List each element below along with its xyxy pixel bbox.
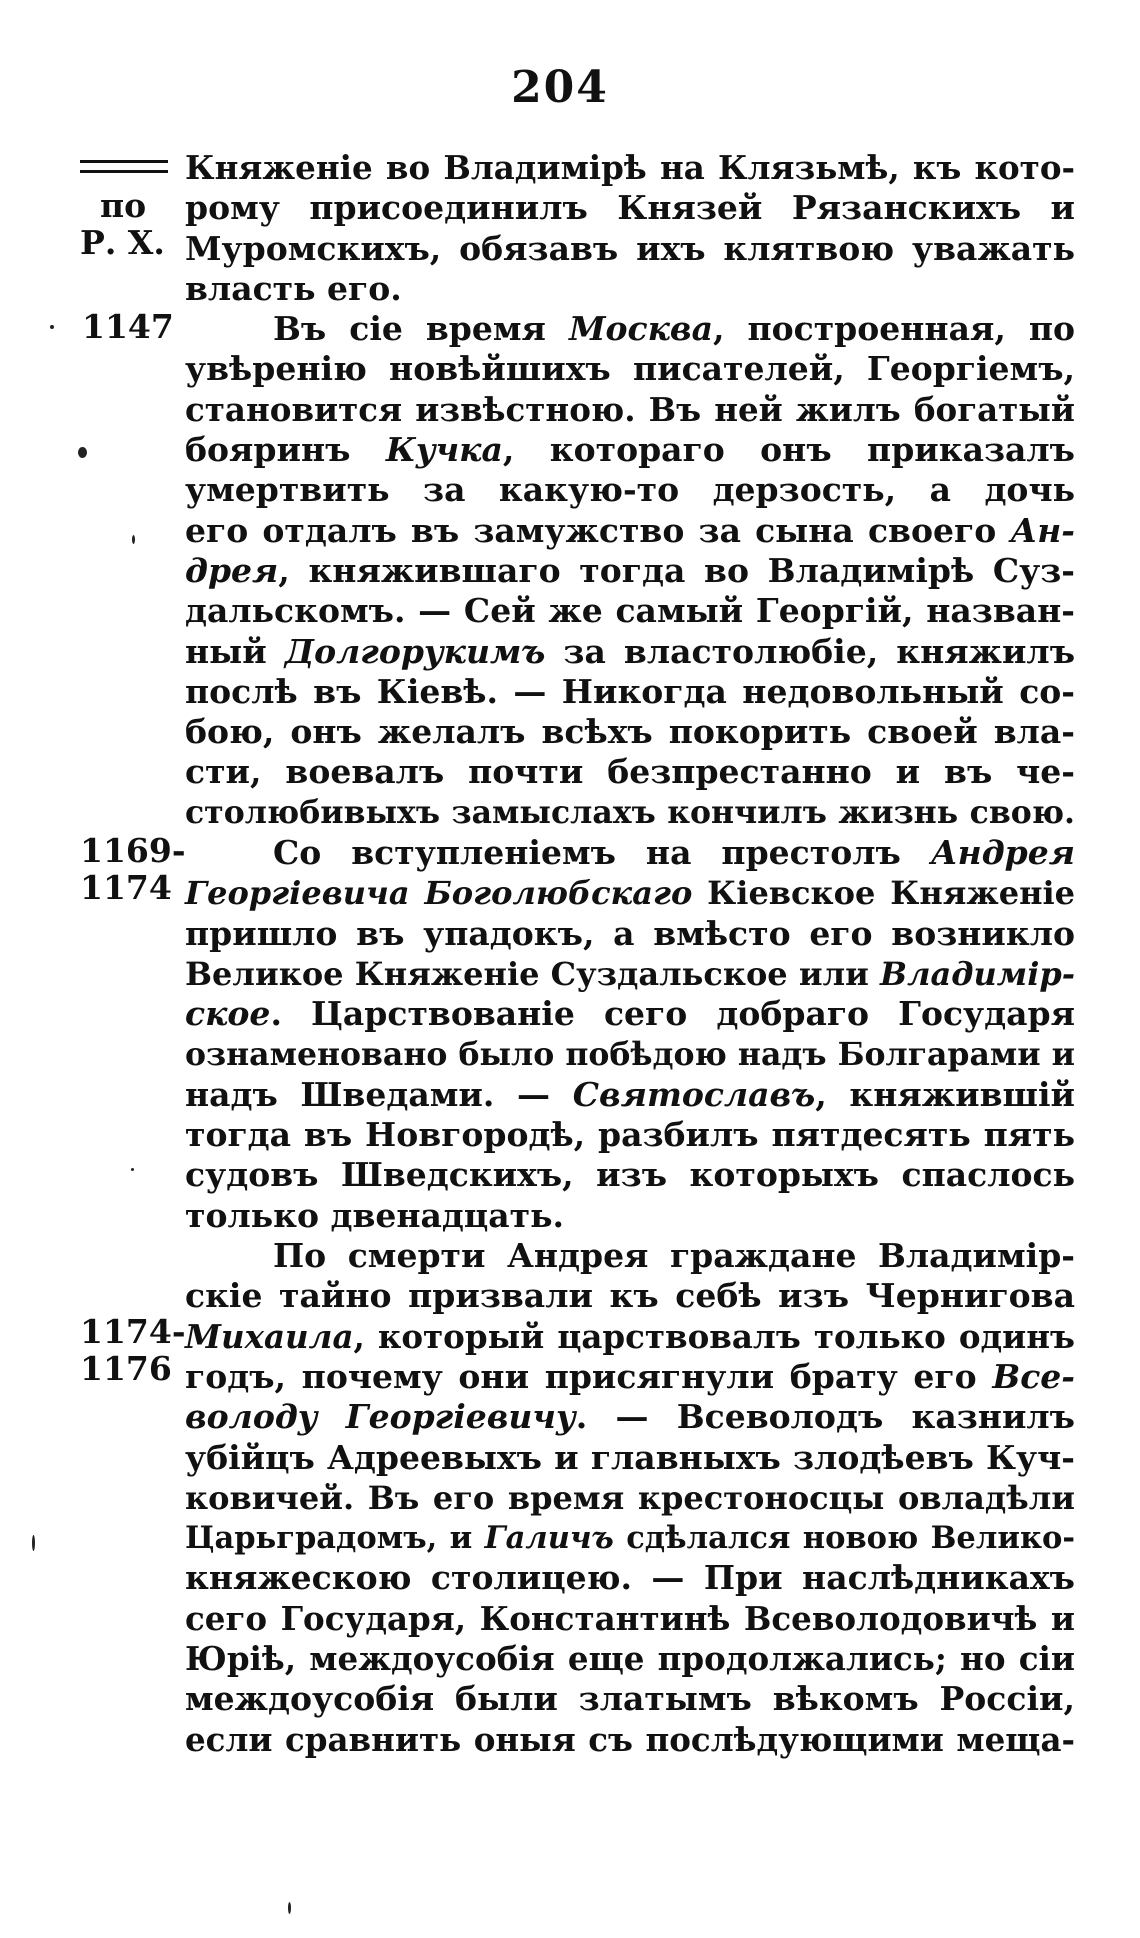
text-line: если сравнить оныя съ послѣдующими меща- bbox=[185, 1719, 1075, 1759]
emphasis-name: дрея bbox=[185, 550, 279, 590]
margin-note-year-1169-1174 bbox=[80, 832, 186, 906]
emphasis-name: володу Георгіевичу bbox=[185, 1397, 576, 1437]
text-line: столюбивыхъ замыслахъ кончилъ жизнь свою. bbox=[185, 793, 1075, 831]
text-line: сти, воевалъ почти безпрестанно и въ че- bbox=[185, 752, 1075, 792]
emphasis-name: Галичъ bbox=[484, 1520, 614, 1557]
text-line: ковичей. Въ его время крестоносцы овладѣли bbox=[185, 1478, 1075, 1517]
emphasis-name: ское bbox=[185, 994, 271, 1034]
margin-note-line: Р. Х. bbox=[80, 223, 165, 262]
margin-note-line: 1169- bbox=[80, 831, 186, 870]
ink-speck bbox=[132, 535, 135, 544]
text-line: Княженіе во Владимірѣ на Клязьмѣ, къ кото- bbox=[185, 148, 1075, 187]
text-line: Муромскихъ, обязавъ ихъ клятвою уважать bbox=[185, 228, 1075, 268]
text-line: Георгіевича Боголюбскаго Кіевское Княженіе bbox=[185, 874, 1076, 913]
emphasis-name: Андрея bbox=[930, 833, 1075, 873]
margin-note-line: по bbox=[100, 186, 147, 225]
text-line: Михаила, который царствовалъ только одинъ bbox=[185, 1316, 1075, 1356]
text-line: надъ Шведами. — Святославъ, княжившій bbox=[185, 1074, 1075, 1114]
page-number: 204 bbox=[511, 62, 609, 113]
text-line: Юріѣ, междоусобія еще продолжались; но сіи bbox=[185, 1638, 1075, 1678]
text-line: рому присоединилъ Князей Рязанскихъ и bbox=[185, 188, 1075, 228]
margin-note-line: 1147 bbox=[82, 307, 174, 346]
emphasis-name: Кучка bbox=[385, 430, 503, 470]
text-line: Великое Княженіе Суздальское или Владимір- bbox=[185, 954, 1075, 993]
emphasis-name: Ан- bbox=[1010, 510, 1075, 550]
margin-note-line: 1174- bbox=[80, 1312, 186, 1351]
text-line: ское. Царствованіе сего добраго Государя bbox=[185, 994, 1075, 1034]
double-rule-mark bbox=[80, 160, 168, 173]
text-line: междоусобія были златымъ вѣкомъ Россіи, bbox=[185, 1679, 1075, 1719]
margin-note-year-1174-1176 bbox=[80, 1313, 186, 1387]
text-line: володу Георгіевичу. — Всеволодъ казнилъ bbox=[185, 1397, 1075, 1437]
text-line: ный Долгорукимъ за властолюбіе, княжилъ bbox=[185, 631, 1076, 671]
ink-speck bbox=[50, 325, 54, 329]
text-line: становится извѣстною. Въ ней жилъ богатый bbox=[185, 389, 1075, 429]
text-line: дальскомъ. — Сей же самый Георгій, назван- bbox=[185, 591, 1075, 631]
emphasis-name: Москва bbox=[568, 309, 713, 349]
text-line: судовъ Шведскихъ, изъ которыхъ спаслось bbox=[185, 1155, 1075, 1195]
emphasis-name: Все- bbox=[992, 1356, 1075, 1396]
text-line: скіе тайно призвали къ себѣ изъ Чернигова bbox=[185, 1276, 1075, 1316]
text-line: Со вступленіемъ на престолъ Андрея bbox=[273, 833, 1075, 873]
text-line: тогда въ Новгородѣ, разбилъ пятдесять пять bbox=[185, 1115, 1075, 1155]
margin-note-line: 1176 bbox=[80, 1349, 172, 1388]
emphasis-name: Святославъ bbox=[572, 1074, 816, 1114]
text-line: умертвить за какую-то дерзость, а дочь bbox=[185, 470, 1075, 510]
margin-note-year-1147 bbox=[82, 308, 174, 345]
text-line: власть его. bbox=[185, 268, 402, 308]
emphasis-name: Долгорукимъ bbox=[284, 631, 546, 671]
text-line: пришло въ упадокъ, а вмѣсто его возникло bbox=[185, 913, 1075, 953]
ink-speck bbox=[288, 1902, 291, 1914]
text-line: увѣренію новѣйшихъ писателей, Георгіемъ, bbox=[185, 349, 1075, 389]
text-line: бою, онъ желалъ всѣхъ покорить своей вла- bbox=[185, 712, 1075, 752]
ink-speck bbox=[32, 1535, 35, 1551]
text-line: княжескою столицею. — При наслѣдникахъ bbox=[185, 1558, 1075, 1598]
margin-note-era bbox=[80, 186, 165, 262]
emphasis-name: Михаила bbox=[185, 1316, 354, 1356]
emphasis-name: Владимір- bbox=[880, 954, 1075, 993]
text-line: сего Государя, Константинѣ Всеволодовичѣ и bbox=[185, 1598, 1075, 1638]
text-line: послѣ въ Кіевѣ. — Никогда недовольный со- bbox=[185, 671, 1075, 711]
text-line: Въ сіе время Москва, построенная, по bbox=[273, 309, 1076, 349]
body-text bbox=[185, 148, 1075, 1760]
text-line: дрея, княжившаго тогда во Владимірѣ Суз- bbox=[185, 550, 1075, 590]
text-line: убійцъ Адреевыхъ и главныхъ злодѣевъ Куч- bbox=[185, 1437, 1075, 1477]
text-line: По смерти Андрея граждане Владимір- bbox=[273, 1236, 1075, 1276]
text-line: только двенадцать. bbox=[185, 1195, 565, 1235]
emphasis-name: Георгіевича Боголюбскаго bbox=[185, 874, 693, 913]
margin-note-line: 1174 bbox=[80, 868, 172, 907]
text-line: Царьградомъ, и Галичъ сдѣлался новою Велико- bbox=[185, 1520, 1075, 1557]
text-line: ознаменовано было побѣдою надъ Болгарами и bbox=[185, 1035, 1075, 1073]
text-line: его отдалъ въ замужство за сына своего Ан- bbox=[185, 510, 1075, 550]
text-line: бояринъ Кучка, котораго онъ приказалъ bbox=[185, 430, 1075, 470]
text-line: годъ, почему они присягнули брату его Все- bbox=[185, 1356, 1075, 1396]
ink-speck bbox=[131, 1168, 134, 1171]
ink-speck bbox=[78, 447, 87, 458]
